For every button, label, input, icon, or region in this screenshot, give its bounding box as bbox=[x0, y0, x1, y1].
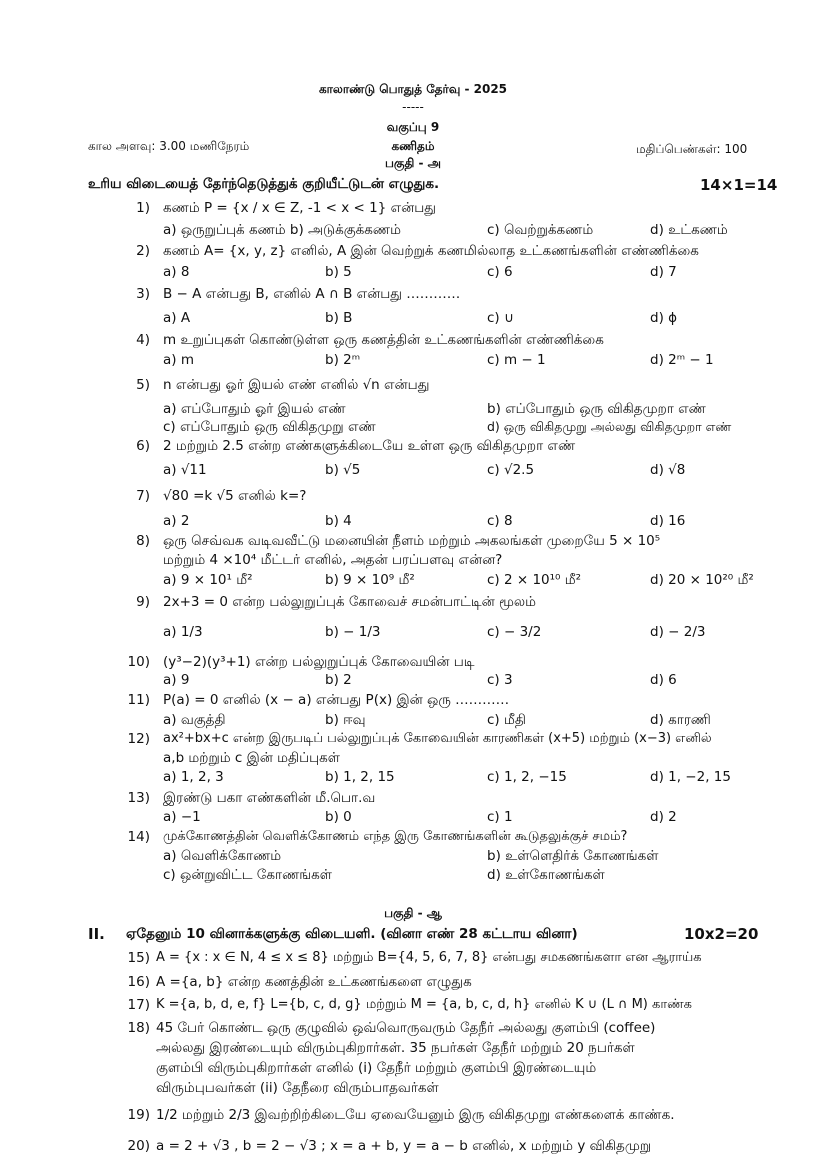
option: c) 8 bbox=[487, 513, 513, 529]
section2-instruction: ஏதேனும் 10 வினாக்களுக்கு விடையளி. (வினா எண் 28 கட்டாய வினா) bbox=[126, 926, 578, 942]
option: c) ∪ bbox=[487, 310, 514, 326]
option: c) 3 bbox=[487, 672, 513, 688]
question-text: ax²+bx+c என்ற இருபடிப் பல்லுறுப்புக் கோவையின் காரணிகள் (x+5) மற்றும் (x−3) எனில் bbox=[163, 731, 712, 746]
option: a) வெளிக்கோணம் bbox=[163, 848, 282, 864]
question-number: 8) bbox=[136, 533, 150, 549]
option: b) − 1/3 bbox=[325, 624, 381, 640]
option: a) 2 bbox=[163, 513, 190, 529]
question-text-continued: a,b மற்றும் c இன் மதிப்புகள் bbox=[163, 750, 340, 766]
option: d) 2ᵐ − 1 bbox=[650, 352, 714, 368]
question-number: 9) bbox=[136, 594, 150, 610]
option: a) 1, 2, 3 bbox=[163, 769, 224, 785]
option: c) 2 × 10¹⁰ மீ² bbox=[487, 572, 582, 588]
question-text: n என்பது ஓர் இயல் எண் எனில் √n என்பது bbox=[163, 377, 430, 393]
subject-label: கணிதம் bbox=[391, 139, 435, 153]
question-text: a = 2 + √3 , b = 2 − √3 ; x = a + b, y = a − b எனில், x மற்றும் y விகிதமுறு bbox=[156, 1138, 652, 1154]
question-text-continued: விரும்புபவர்கள் (ii) தேநீரை விரும்பாதவர்கள் bbox=[156, 1080, 439, 1096]
option: a) 9 bbox=[163, 672, 190, 688]
question-number: 5) bbox=[136, 377, 150, 393]
option: c) − 3/2 bbox=[487, 624, 542, 640]
option: b) 4 bbox=[325, 513, 352, 529]
option: a) A bbox=[163, 310, 191, 326]
option: a) m bbox=[163, 352, 194, 368]
option: a) ஒருறுப்புக் கணம் b) அடுக்குக்கணம் bbox=[163, 222, 401, 238]
question-text: (y³−2)(y³+1) என்ற பல்லுறுப்புக் கோவையின் படி bbox=[163, 654, 475, 670]
question-text: B − A என்பது B, எனில் A ∩ B என்பது ………… bbox=[163, 286, 461, 302]
option: d) 6 bbox=[650, 672, 677, 688]
option: c) ஒன்றுவிட்ட கோணங்கள் bbox=[163, 867, 332, 883]
option: d) உட்கணம் bbox=[650, 222, 728, 238]
option: c) எப்போதும் ஒரு விகிதமுறு எண் bbox=[163, 419, 376, 435]
question-number: 6) bbox=[136, 438, 150, 454]
question-number: 3) bbox=[136, 286, 150, 302]
title-divider: ----- bbox=[402, 100, 424, 114]
option: d) உள்கோணங்கள் bbox=[487, 867, 605, 883]
option: d) 20 × 10²⁰ மீ² bbox=[650, 572, 754, 588]
question-text: கணம் P = {x / x ∈ Z, -1 < x < 1} என்பது bbox=[163, 200, 436, 216]
marks-label: மதிப்பெண்கள்: 100 bbox=[636, 142, 748, 156]
option: d) 1, −2, 15 bbox=[650, 769, 731, 785]
section1-instruction: உரிய விடையைத் தேர்ந்தெடுத்துக் குறியீட்டுடன் எழுதுக. bbox=[88, 176, 440, 192]
question-number: 19) bbox=[127, 1107, 150, 1123]
option: c) 1, 2, −15 bbox=[487, 769, 567, 785]
option: a) 8 bbox=[163, 264, 190, 280]
question-text: 2x+3 = 0 என்ற பல்லுறுப்புக் கோவைச் சமன்பாட்டின் மூலம் bbox=[163, 594, 536, 610]
part-a-label: பகுதி - அ bbox=[384, 156, 442, 170]
option: a) 1/3 bbox=[163, 624, 203, 640]
option: d) 2 bbox=[650, 809, 677, 825]
question-number: 12) bbox=[127, 731, 150, 747]
question-number: 17) bbox=[127, 997, 150, 1013]
option: d) ϕ bbox=[650, 310, 678, 326]
question-text-continued: அல்லது இரண்டையும் விரும்புகிறார்கள். 35 நபர்கள் தேநீர் மற்றும் 20 நபர்கள் bbox=[156, 1040, 635, 1056]
option: c) மீதி bbox=[487, 712, 526, 728]
option: d) − 2/3 bbox=[650, 624, 706, 640]
option: d) ஒரு விகிதமுறு அல்லது விகிதமுறா எண் bbox=[487, 419, 732, 434]
option: d) 7 bbox=[650, 264, 677, 280]
question-text: 1/2 மற்றும் 2/3 இவற்றிற்கிடையே ஏவையேனும் இரு விகிதமுறு எண்களைக் காண்க. bbox=[156, 1107, 675, 1123]
option: c) வெற்றுக்கணம் bbox=[487, 222, 594, 238]
question-text: 45 பேர் கொண்ட ஒரு குழுவில் ஒவ்வொருவரும் தேநீர் அல்லது குளம்பி (coffee) bbox=[156, 1020, 656, 1036]
question-number: 20) bbox=[127, 1138, 150, 1154]
option: a) வகுத்தி bbox=[163, 712, 226, 728]
option: d) 16 bbox=[650, 513, 686, 529]
question-number: 10) bbox=[127, 654, 150, 670]
option: b) B bbox=[325, 310, 353, 326]
question-text: K ={a, b, d, e, f} L={b, c, d, g} மற்றும் M = {a, b, c, d, h} எனில் K ∪ (L ∩ M) காண்க bbox=[156, 997, 692, 1012]
option: b) 1, 2, 15 bbox=[325, 769, 395, 785]
section1-score: 14×1=14 bbox=[700, 176, 778, 194]
question-number: 2) bbox=[136, 243, 150, 259]
option: d) √8 bbox=[650, 462, 686, 478]
option: a) 9 × 10¹ மீ² bbox=[163, 572, 253, 588]
option: b) ஈவு bbox=[325, 712, 366, 728]
question-number: 15) bbox=[127, 950, 150, 966]
section2-roman: II. bbox=[88, 925, 105, 943]
question-text: P(a) = 0 எனில் (x − a) என்பது P(x) இன் ஒரு ………… bbox=[163, 692, 510, 708]
question-number: 1) bbox=[136, 200, 150, 216]
question-text: இரண்டு பகா எண்களின் மீ.பொ.வ bbox=[163, 790, 376, 806]
time-label: கால அளவு: 3.00 மணிநேரம் bbox=[88, 139, 250, 153]
option: b) 9 × 10⁹ மீ² bbox=[325, 572, 415, 588]
option: c) 6 bbox=[487, 264, 513, 280]
question-number: 14) bbox=[127, 829, 150, 845]
section2-score: 10x2=20 bbox=[684, 925, 759, 943]
question-text: முக்கோணத்தின் வெளிக்கோணம் எந்த இரு கோணங்களின் கூடுதலுக்குச் சமம்? bbox=[163, 829, 628, 844]
option: a) √11 bbox=[163, 462, 207, 478]
option: a) எப்போதும் ஓர் இயல் எண் bbox=[163, 401, 346, 417]
question-number: 18) bbox=[127, 1020, 150, 1036]
question-text-continued: மற்றும் 4 ×10⁴ மீட்டர் எனில், அதன் பரப்பளவு என்ன? bbox=[163, 552, 503, 568]
exam-title: காலாண்டு பொதுத் தேர்வு - 2025 bbox=[318, 82, 508, 96]
option: a) −1 bbox=[163, 809, 201, 825]
question-text: A = {x : x ∈ N, 4 ≤ x ≤ 8} மற்றும் B={4, 5, 6, 7, 8} என்பது சமகணங்களா என ஆராய்க bbox=[156, 950, 702, 965]
question-text: ஒரு செவ்வக வடிவவீட்டு மனையின் நீளம் மற்றும் அகலங்கள் முறையே 5 × 10⁵ bbox=[163, 533, 661, 549]
question-text: கணம் A= {x, y, z} எனில், A இன் வெற்றுக் கணமில்லாத உட்கணங்களின் எண்ணிக்கை bbox=[163, 243, 699, 259]
option: b) √5 bbox=[325, 462, 361, 478]
option: b) எப்போதும் ஒரு விகிதமுறா எண் bbox=[487, 401, 706, 417]
option: b) 2ᵐ bbox=[325, 352, 361, 368]
class-label: வகுப்பு 9 bbox=[386, 120, 440, 134]
option: b) 2 bbox=[325, 672, 352, 688]
question-number: 7) bbox=[136, 488, 150, 504]
option: c) 1 bbox=[487, 809, 513, 825]
option: d) காரணி bbox=[650, 712, 711, 728]
question-text-continued: குளம்பி விரும்புகிறார்கள் எனில் (i) தேநீர் மற்றும் குளம்பி இரண்டையும் bbox=[156, 1060, 597, 1076]
question-text: m உறுப்புகள் கொண்டுள்ள ஒரு கணத்தின் உட்கணங்களின் எண்ணிக்கை bbox=[163, 332, 604, 348]
option: c) √2.5 bbox=[487, 462, 535, 478]
option: b) உள்ளெதிர்க் கோணங்கள் bbox=[487, 848, 659, 864]
question-text: 2 மற்றும் 2.5 என்ற எண்களுக்கிடையே உள்ள ஒரு விகிதமுறா எண் bbox=[163, 438, 576, 454]
part-b-label: பகுதி - ஆ bbox=[384, 906, 442, 920]
option: c) m − 1 bbox=[487, 352, 546, 368]
option: b) 0 bbox=[325, 809, 352, 825]
question-text: √80 =k √5 எனில் k=? bbox=[163, 488, 307, 504]
option: b) 5 bbox=[325, 264, 352, 280]
question-number: 11) bbox=[127, 692, 150, 708]
question-number: 4) bbox=[136, 332, 150, 348]
question-text: A ={a, b} என்ற கணத்தின் உட்கணங்களை எழுதுக bbox=[156, 974, 472, 990]
question-number: 16) bbox=[127, 974, 150, 990]
question-number: 13) bbox=[127, 790, 150, 806]
